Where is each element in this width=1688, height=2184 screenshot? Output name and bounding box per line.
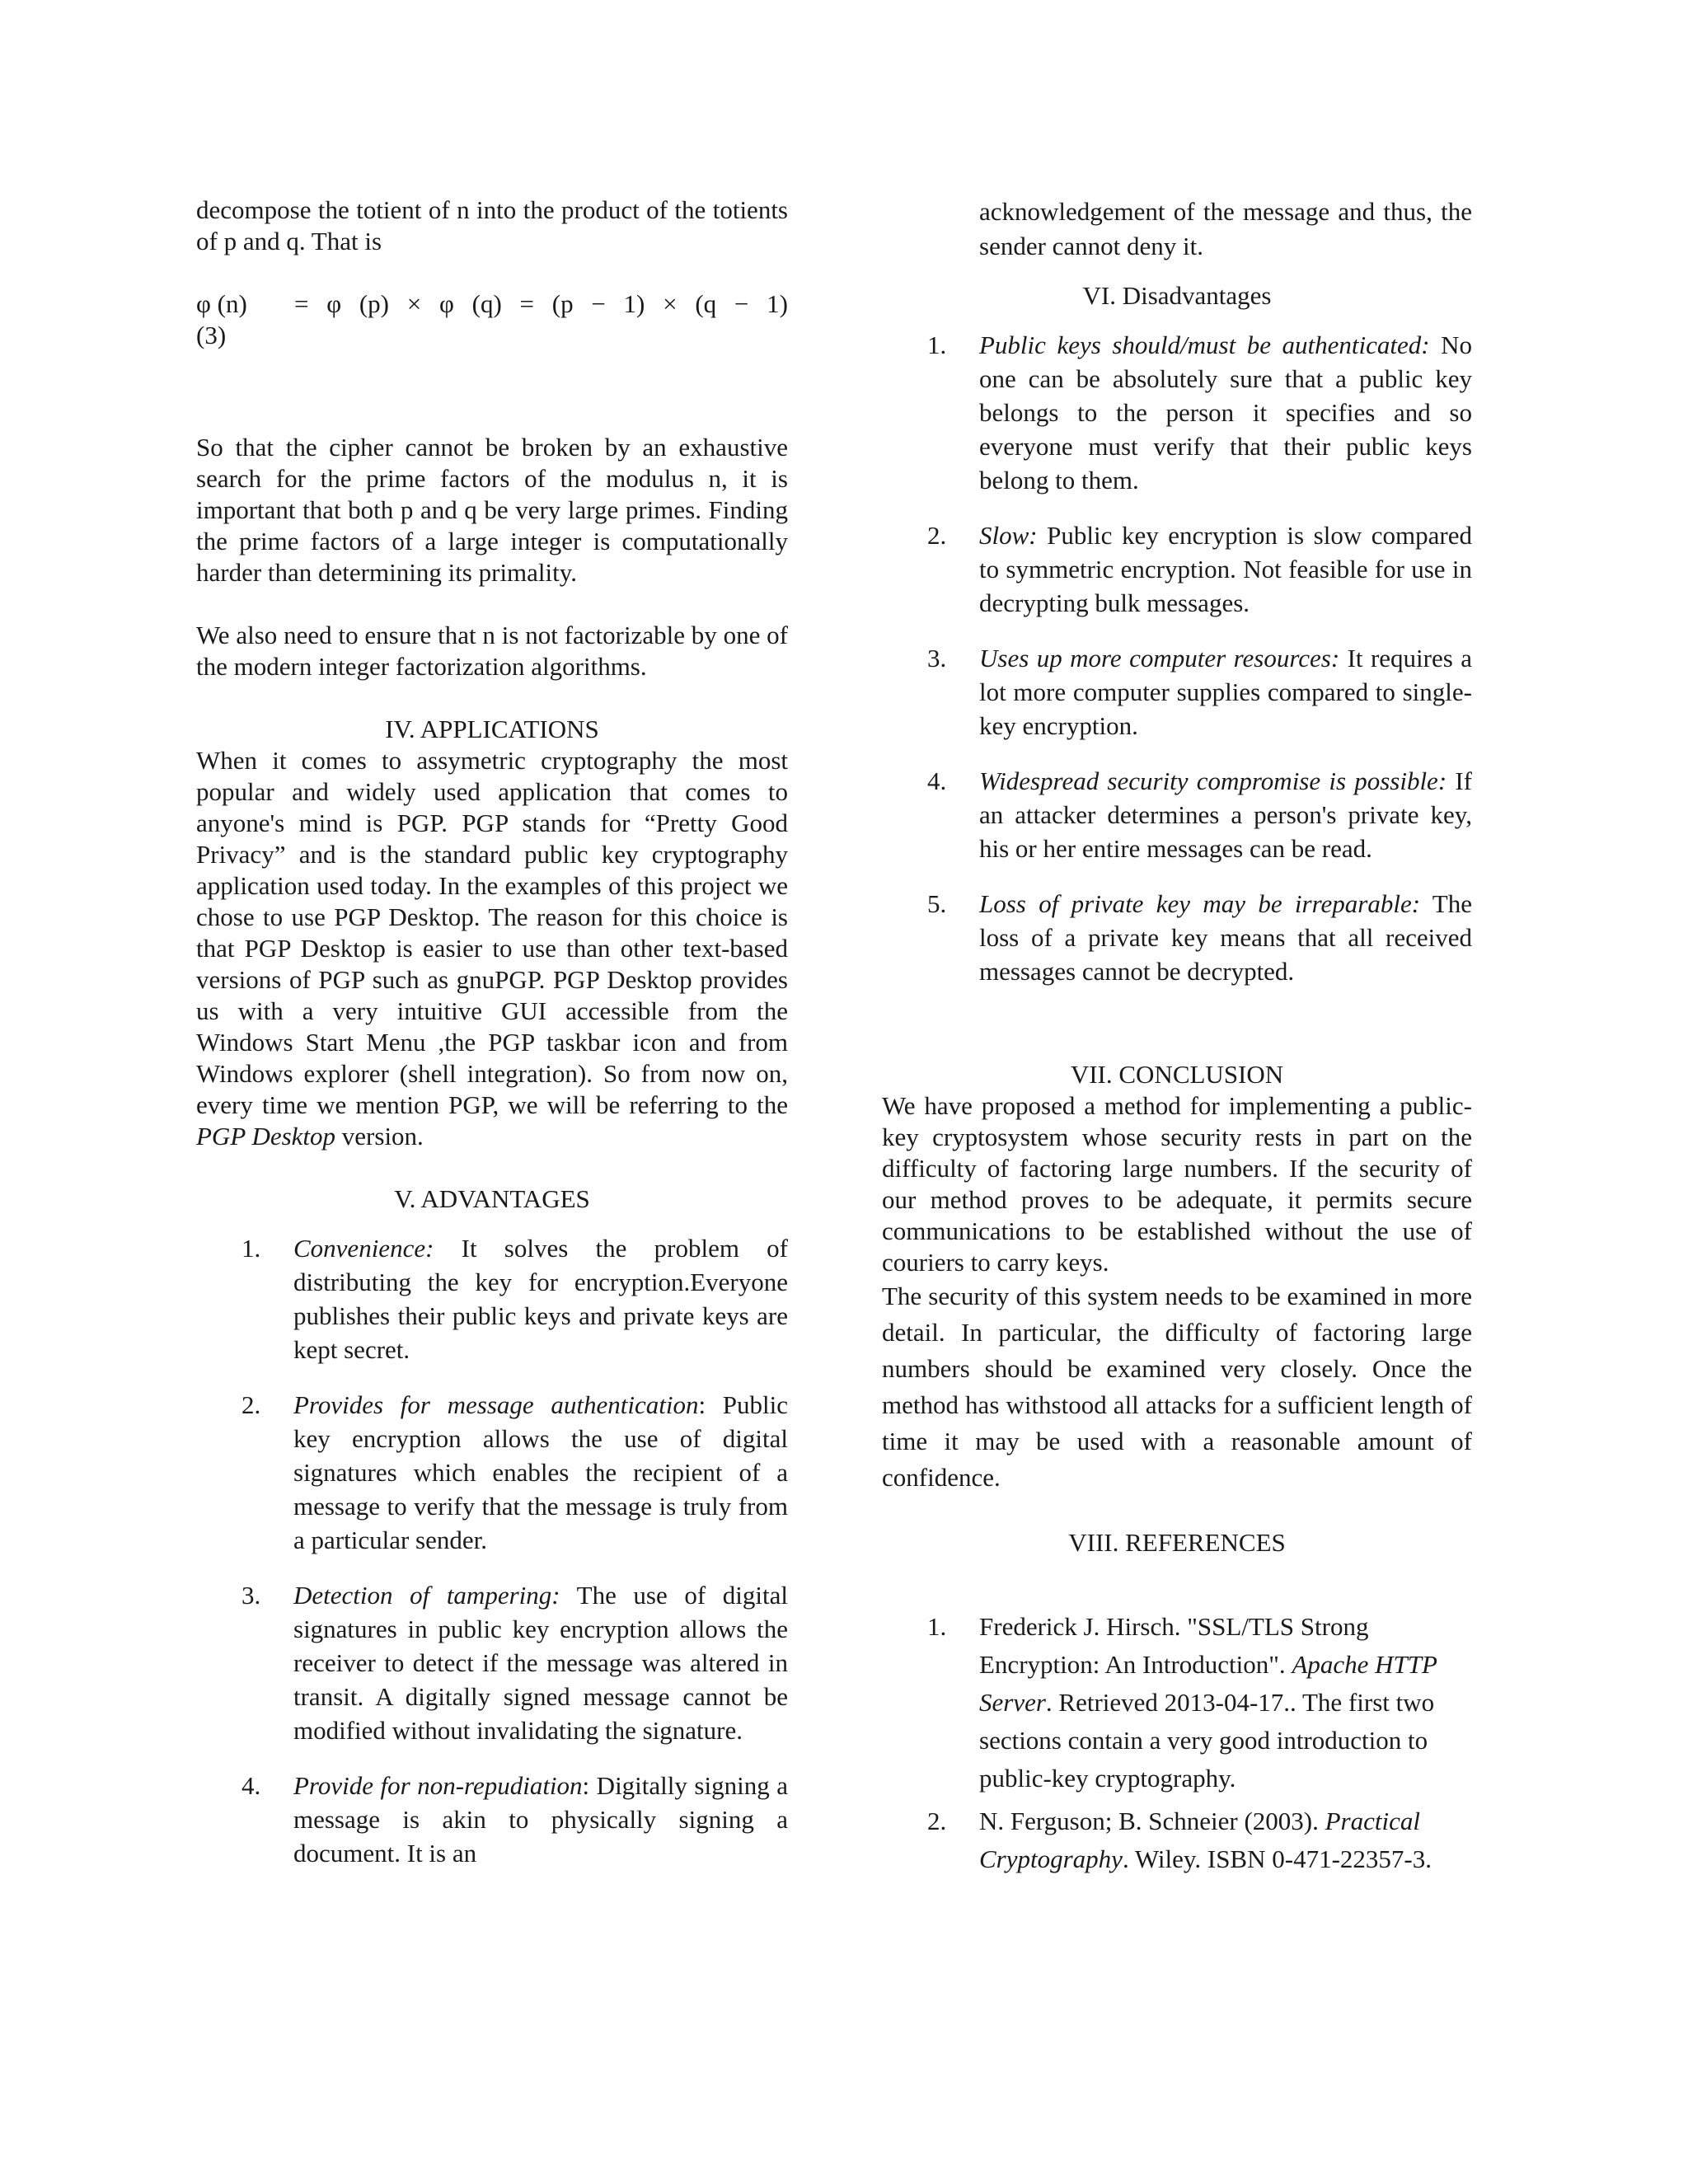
list-text: Public key encryption is slow compared to symmetric encryption. Not feasible for use in decrypting bulk messages.: [979, 521, 1472, 617]
list-text: No one can be absolutely sure that a public key belongs to the person it specifies and so everyone must verify that their public keys belong to them.: [979, 330, 1472, 494]
reference-text: N. Ferguson; B. Schneier (2003).: [979, 1807, 1325, 1835]
list-text: If an attacker determines a person's private key, his or her entire messages can be read.: [979, 766, 1472, 863]
list-text: The use of digital signatures in public key encryption allows the receiver to detect if the message was altered in transit. A digitally signed message cannot be modified without invalidating the signature.: [293, 1581, 788, 1745]
conclusion-paragraph-2: The security of this system needs to be examined in more detail. In particular, the difficulty of factoring large numbers should be examined very closely. Once the method has withstood all attacks for a sufficient length of time it may be used with a reasonable amount of confidence.: [882, 1282, 1472, 1492]
list-item: [196, 1231, 788, 1366]
list-number: 5.: [927, 889, 947, 918]
advantages-heading: V. ADVANTAGES: [394, 1184, 590, 1213]
list-text: The loss of a private key means that all received messages cannot be decrypted.: [979, 889, 1472, 986]
equation-number: (3): [196, 321, 227, 349]
conclusion-heading: VII. CONCLUSION: [1070, 1060, 1284, 1089]
list-item: [882, 328, 1472, 497]
equation-rhs: = φ (p) × φ (q) = (p − 1) × (q − 1): [293, 289, 788, 318]
reference-item: [882, 1608, 1472, 1797]
list-term: Widespread security compromise is possible:: [979, 766, 1447, 795]
applications-heading: IV. APPLICATIONS: [385, 715, 599, 743]
list-term: Uses up more computer resources:: [979, 644, 1340, 673]
intro-paragraph: decompose the totient of n into the product of the totients of p and q. That is: [196, 195, 788, 255]
list-item: [196, 1578, 788, 1747]
list-item: [196, 1769, 788, 1870]
list-number: 4.: [927, 766, 947, 795]
list-term: Public keys should/must be authenticated:: [979, 330, 1430, 359]
reference-text-end: . Wiley. ISBN 0-471-22357-3.: [1122, 1844, 1432, 1873]
applications-text: When it comes to assymetric cryptography the most popular and widely used application that comes to anyone's mind is PGP. PGP stands for “Pretty Good Privacy” and is the standard public key cryptography application used today. In the examples of this project we chose to use PGP Desktop. The reason for this choice is that PGP Desktop is easier to use than other text-based versions of PGP such as gnuPGP. PGP Desktop provides us with a very intuitive GUI accessible from the Windows Start Menu ,the PGP taskbar icon and from Windows explorer (shell integration). So from now on, every time we mention PGP, we will be referring to the: [196, 746, 788, 1119]
reference-number: 1.: [927, 1612, 947, 1641]
applications-text-end: version.: [341, 1122, 424, 1151]
left-column: [196, 194, 788, 1891]
reference-text-end: . Retrieved 2013-04-17.. The first two sections contain a very good introduction to public-key cryptography.: [979, 1688, 1435, 1793]
list-number: 1.: [241, 1234, 261, 1263]
list-text: It solves the problem of distributing the key for encryption.Everyone publishes their public keys and private keys are kept secret.: [293, 1234, 788, 1364]
list-number: 2.: [927, 521, 947, 550]
list-text: It requires a lot more computer supplies compared to single-key encryption.: [979, 644, 1472, 740]
continuation-paragraph: acknowledgement of the message and thus, the sender cannot deny it.: [979, 197, 1472, 260]
conclusion-paragraph-1: We have proposed a method for implementing a public-key cryptosystem whose security rests in part on the difficulty of factoring large numbers. If the security of our method proves to be adequate, it permits secure communications to be established without the use of couriers to carry keys.: [882, 1091, 1472, 1277]
list-number: 1.: [927, 330, 947, 359]
para-exhaustive-search: So that the cipher cannot be broken by an exhaustive search for the prime factors of the modulus n, it is important that both p and q be very large primes. Finding the prime factors of a large integer is computationally harder than determining its primality.: [196, 433, 788, 587]
list-number: 3.: [241, 1581, 261, 1610]
list-number: 3.: [927, 644, 947, 673]
list-term: Provide for non-repudiation: [293, 1771, 583, 1800]
equation: [196, 288, 788, 320]
applications-em: PGP Desktop: [196, 1122, 336, 1151]
para-factorizable: We also need to ensure that n is not factorizable by one of the modern integer factorization algorithms.: [196, 621, 788, 681]
list-item: [196, 1388, 788, 1557]
list-text: : Digitally signing a message is akin to physically signing a document. It is an: [293, 1771, 788, 1868]
reference-title: Apache HTTP Server: [979, 1650, 1437, 1717]
list-item: [882, 518, 1472, 620]
equation-lhs: φ (n): [196, 289, 247, 318]
list-item: [882, 887, 1472, 988]
list-term: Slow:: [979, 521, 1038, 550]
references-heading: VIII. REFERENCES: [1068, 1528, 1286, 1557]
reference-number: 2.: [927, 1807, 947, 1835]
list-item: [882, 641, 1472, 743]
right-column: [882, 194, 1472, 1883]
list-term: Loss of private key may be irreparable:: [979, 889, 1421, 918]
disadvantages-list: [882, 328, 1472, 988]
reference-text: Frederick J. Hirsch. "SSL/TLS Strong Encryption: An Introduction".: [979, 1612, 1369, 1679]
advantages-list: [196, 1231, 788, 1870]
list-number: 4.: [241, 1771, 261, 1800]
list-item: [882, 764, 1472, 865]
disadvantages-heading: VI. Disadvantages: [1082, 281, 1272, 310]
list-number: 2.: [241, 1390, 261, 1419]
list-term: Detection of tampering:: [293, 1581, 560, 1610]
list-term: Provides for message authentication: [293, 1390, 699, 1419]
list-term: Convenience:: [293, 1234, 434, 1263]
list-text: : Public key encryption allows the use of digital signatures which enables the recipient of a message to verify that the message is truly from a particular sender.: [293, 1390, 788, 1554]
reference-title: Practical Cryptography: [979, 1807, 1420, 1873]
reference-item: [882, 1802, 1472, 1878]
references-list: [882, 1608, 1472, 1878]
applications-paragraph: [196, 745, 788, 1152]
